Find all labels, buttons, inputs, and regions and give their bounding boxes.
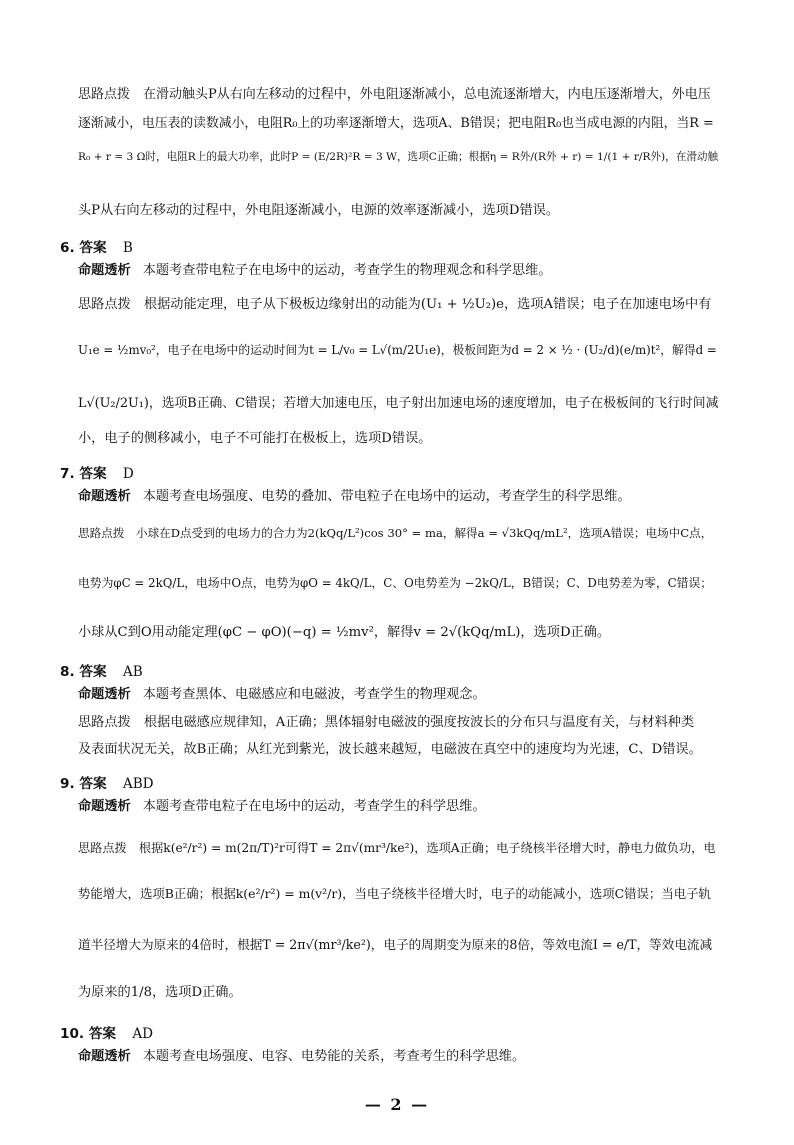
- q9-line-1: 思路点拨 根据k(e²/r²) = m(2π/T)²r可得T = 2π√(mr³/ke²)，选项A正确；电子绕核半径增大时，静电力做负功，电: [78, 841, 716, 855]
- q8-intro-label: 命题透析: [78, 687, 131, 702]
- q8-intro-text: 本题考查黑体、电磁感应和电磁波，考查学生的物理观念。: [142, 687, 486, 702]
- q7-intro-text: 本题考查电场强度、电势的叠加、带电粒子在电场中的运动，考查学生的科学思维。: [142, 489, 631, 504]
- q8-answer-head: 8. 答案: [60, 664, 107, 680]
- q10-answer: AD: [132, 1026, 154, 1042]
- q8-intro: [78, 688, 718, 701]
- page-number: — 2 —: [364, 1095, 430, 1114]
- q6-intro-label: 命题透析: [78, 263, 131, 278]
- q10-intro-text: 本题考查电场强度、电容、电势能的关系，考查考生的科学思维。: [142, 1049, 526, 1064]
- q8-line-1: 思路点拨 根据电磁感应规律知，A正确；黑体辐射电磁波的强度按波长的分布只与温度有关，与材料种类: [78, 715, 695, 730]
- q6-intro-text: 本题考查带电粒子在电场中的运动，考查学生的物理观念和科学思维。: [142, 263, 552, 278]
- q9-answer: ABD: [122, 776, 154, 792]
- q10-answer-line: [60, 1022, 153, 1042]
- q6-answer: B: [122, 240, 133, 256]
- q8-line-2: 及表面状况无关，故B正确；从红光到紫光，波长越来越短，电磁波在真空中的速度均为光速，C、D错误。: [78, 742, 702, 757]
- q10-intro: [78, 1050, 718, 1063]
- q7-line-2: 电势为φC = 2kQ/L，电场中O点，电势为φO = 4kQ/L，C、O电势差为 −2kQ/L，B错误；C、D电势差为零，C错误；: [78, 576, 713, 590]
- q6-line-2: U₁e = ½mv₀²，电子在电场中的运动时间为t = L/v₀ = L√(m/2U₁e)，极板间距为d = 2 × ½ · (U₂/d)(e/m)t²，解得d =: [78, 343, 717, 357]
- q5-line-3: R₀ + r = 3 Ω时，电阻R上的最大功率，此时P = (E/2R)²R = 3 W，选项C正确；根据η = R外/(R外 + r) = 1/(1 + r/R外)，在滑动触: [78, 151, 719, 163]
- q8-answer-line: [60, 660, 143, 680]
- q6-line-4: 小，电子的侧移减小，电子不可能打在极板上，选项D错误。: [78, 431, 432, 446]
- q9-intro: [78, 800, 718, 813]
- q5-line-2: 逐渐减小，电压表的读数减小，电阻R₀上的功率逐渐增大，选项A、B错误；把电阻R₀也当成电源的内阻，当R =: [78, 116, 714, 131]
- q5-line-1: 思路点拨 在滑动触头P从右向左移动的过程中，外电阻逐渐减小，总电流逐渐增大，内电压逐渐增大，外电压: [78, 87, 711, 102]
- q6-intro: [78, 264, 718, 277]
- q7-intro-label: 命题透析: [78, 489, 131, 504]
- q10-intro-label: 命题透析: [78, 1049, 131, 1064]
- q6-answer-line: [60, 236, 133, 256]
- q7-answer-head: 7. 答案: [60, 466, 107, 482]
- q9-intro-label: 命题透析: [78, 799, 131, 814]
- q9-line-2: 势能增大，选项B正确；根据k(e²/r²) = m(v²/r)，当电子绕核半径增大时，电子的动能减小，选项C错误；当电子轨: [78, 886, 711, 901]
- q6-line-3: L√(U₂/2U₁)，选项B正确、C错误；若增大加速电压，电子射出加速电场的速度增加，电子在极板间的飞行时间减: [78, 396, 719, 411]
- q8-answer: AB: [122, 664, 143, 680]
- q10-answer-head: 10. 答案: [60, 1026, 117, 1042]
- q7-line-1: 思路点拨 小球在D点受到的电场力的合力为2(kQq/L²)cos 30° = ma，解得a = √3kQq/mL²，选项A错误；电场中C点，: [78, 526, 713, 540]
- q9-line-3: 道半径增大为原来的4倍时，根据T = 2π√(mr³/ke²)，电子的周期变为原来的8倍，等效电流I = e/T，等效电流减: [78, 937, 713, 952]
- q7-answer-line: [60, 462, 134, 482]
- q6-line-1: 思路点拨 根据动能定理，电子从下极板边缘射出的动能为(U₁ + ½U₂)e，选项A错误；电子在加速电场中有: [78, 297, 712, 312]
- q7-line-3: 小球从C到O用动能定理(φC − φO)(−q) = ½mv²，解得v = 2√(kQq/mL)，选项D正确。: [78, 625, 611, 640]
- q9-answer-head: 9. 答案: [60, 776, 107, 792]
- q9-answer-line: [60, 772, 154, 792]
- q6-answer-head: 6. 答案: [60, 240, 107, 256]
- q7-intro: [78, 490, 718, 503]
- q9-intro-text: 本题考查带电粒子在电场中的运动，考查学生的科学思维。: [142, 799, 486, 814]
- q7-answer: D: [122, 466, 134, 482]
- q5-line-4: 头P从右向左移动的过程中，外电阻逐渐减小，电源的效率逐渐减小，选项D错误。: [78, 203, 560, 218]
- q9-line-4: 为原来的1/8，选项D正确。: [78, 985, 242, 1000]
